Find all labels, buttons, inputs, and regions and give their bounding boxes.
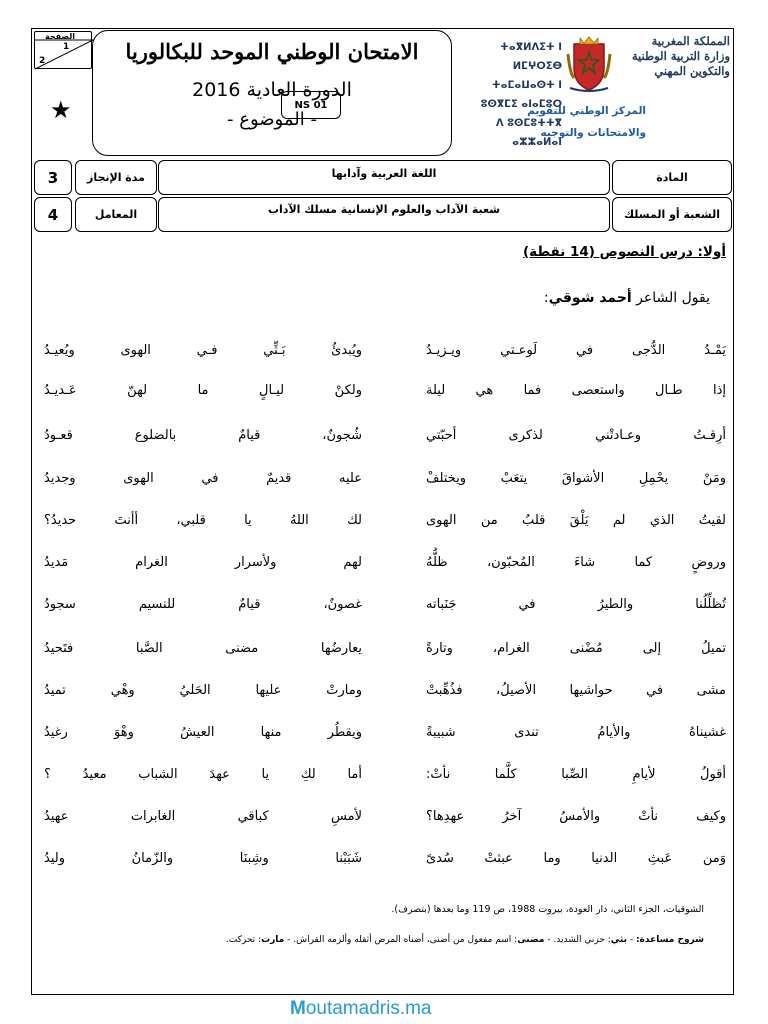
branch-label-cell: [612, 197, 732, 232]
verse-second-hemistich: أما لكِ يا عهدَ الشباب معيدُ ؟: [44, 767, 362, 782]
glossary-definition: تحركت.: [225, 935, 256, 945]
glossary-definition: اسم مفعول من أضنى، أضناه المرض أثقله وألزمه الفراش.: [293, 935, 512, 945]
verse-second-hemistich: لهم ولأسرار الغرام مَديدُ: [44, 555, 362, 570]
duration-label-cell: [75, 160, 157, 195]
verse-first-hemistich: وروضٍ كما شاءَ المُحبّون، ظلُّهُ: [426, 555, 726, 570]
verse-second-hemistich: ويُبدئُ بَـثِّي فـي الهوى ويُعيـدُ: [44, 343, 362, 358]
exam-code-badge: NS 01: [281, 91, 341, 119]
verse-first-hemistich: أرِقـتُ وعـادتْني لذكرى أحبّتي: [426, 428, 726, 443]
poem-intro: [544, 290, 710, 306]
verse-first-hemistich: وكيف نأتْ والأمسُ آخرُ عهدِها؟: [426, 809, 726, 824]
glossary: شروح مساعدة: - بثي: حزني الشديد. - مضنى: اسم مفعول من أضنى، أضناه المرض أثقله وألزمه الفراش. - مارت: تحركت.: [225, 935, 704, 945]
subject-label-cell: [612, 160, 732, 195]
verse-second-hemistich: ويقطُر منها العيشُ وهْوَ رغيدُ: [44, 725, 362, 740]
page-total: 2: [39, 56, 46, 66]
verse-second-hemistich: شَبَبْنا وشِبنَا والزّمانُ وليدُ: [44, 851, 362, 866]
glossary-term: مارت: [261, 935, 285, 945]
evaluation-center: [520, 100, 646, 144]
verse-second-hemistich: ولكنْ ليـالٍ ما لهنّ عَـديـدُ: [44, 383, 362, 398]
watermark-initial: M: [290, 998, 306, 1019]
branch-value-cell: [158, 197, 610, 232]
verse-first-hemistich: أقولُ لأيامِ الصِّبا كلَّما نأتْ:: [426, 767, 726, 782]
poet-name: أحمد شوقي: [548, 290, 632, 306]
kingdom-line: المملكة المغربية: [651, 34, 730, 48]
tifinagh-line: ⴷ ⵓⵙⵎⵓⵜⵜⴳ ⴰⵣⵣⴰⵍⴰⵏ: [495, 118, 562, 148]
verse-second-hemistich: عليه قديمٌ في الهوى وجديدُ: [44, 471, 362, 486]
verse-first-hemistich: وَمن عَبثِ الدنيا وما عبثتْ سُدىً: [426, 851, 726, 866]
subject-value: اللغة العربية وآدابها: [331, 167, 437, 180]
duration-label: مدة الإنجاز: [87, 171, 145, 184]
page-current: 1: [63, 42, 70, 52]
verse-first-hemistich: تميلُ إلى مُضْنى الغرام، وتارةً: [426, 641, 726, 656]
verse-first-hemistich: إذا طـال واستعصى فما هي ليلة: [426, 383, 726, 398]
verse-second-hemistich: لأمسِ كباقي الغابرات عهيدُ: [44, 809, 362, 824]
center-line: والامتحانات والتوجيه: [540, 127, 646, 139]
verse-second-hemistich: غصونٌ، قيامٌ للنسيم سجودُ: [44, 597, 362, 612]
tifinagh-line: ⵜⴰⴳⵍⴷⵉⵜ ⵏ ⵍⵎⵖⵔⵉⴱ: [500, 42, 562, 72]
verse-first-hemistich: غشيناهُ والأيامُ تندى شبيبةً: [426, 725, 726, 740]
verse-second-hemistich: شُجونٌ، قيامٌ بالضلوع قعـودُ: [44, 428, 362, 443]
coef-label: المعامل: [94, 208, 138, 221]
glossary-label: شروح مساعدة:: [635, 935, 704, 945]
site-watermark: [290, 998, 432, 1020]
verse-first-hemistich: تُظلِّلُنا والطيرُ في جَنَباته: [426, 597, 726, 612]
glossary-term: بثي: [610, 935, 627, 945]
verse-second-hemistich: ومارتْ عليها الحَليُ وهْي تميدُ: [44, 683, 362, 698]
ministry-header: [612, 34, 730, 79]
verse-first-hemistich: لقيتُ الذي لم يَلْقَ قلبٌ من الهوى: [426, 513, 726, 528]
verse-first-hemistich: مشى في حواشيها الأصيلُ، فذُهِّبتْ: [426, 683, 726, 698]
verse-first-hemistich: ومَنْ يحْمِلِ الأشواقَ يتعَبْ ويختلفْ: [426, 471, 726, 486]
page-number-box: [34, 31, 92, 69]
subject-label: المادة: [656, 171, 688, 184]
section-heading: أولا: درس النصوص (14 نقطة): [523, 244, 726, 260]
verse-second-hemistich: يعارضُها مضنى الصَّبا فتَحيدُ: [44, 641, 362, 656]
glossary-definition: حزني الشديد.: [553, 935, 605, 945]
verse-second-hemistich: لك اللهُ يا قلبي، أأنتَ حديدُ؟: [44, 513, 362, 528]
duration-value: 3: [47, 168, 59, 187]
exam-title: الامتحان الوطني الموحد للبكالوريا: [125, 39, 419, 64]
session-title: الدورة العادية 2016: [192, 79, 352, 101]
center-line: المركز الوطني للتقويم: [527, 105, 646, 117]
intro-prefix: يقول الشاعر: [631, 290, 710, 306]
subject-heading: - الموضوع -: [227, 109, 317, 130]
ministry-line: وزارة التربية الوطنية: [631, 49, 730, 63]
ministry-line: والتكوين المهني: [654, 64, 730, 78]
branch-value: شعبة الآداب والعلوم الإنسانية مسلك الآداب: [267, 203, 501, 216]
subject-value-cell: [158, 160, 610, 195]
poem-source: الشوقيات، الجزء الثاني، دار العودة، بيروت 1988، ص 119 وما بعدها (بتصرف).: [391, 904, 704, 915]
coef-value: 4: [47, 205, 59, 224]
title-box: [92, 30, 452, 156]
branch-label: الشعبة أو المسلك: [624, 208, 720, 221]
coef-label-cell: [75, 197, 157, 232]
watermark-rest: outamadris.ma: [305, 998, 432, 1019]
intro-suffix: :: [543, 290, 549, 306]
glossary-term: مضنى: [517, 935, 545, 945]
tifinagh-line: ⵜⴰⵎⴰⵡⴰⵙⵜ ⵏ ⵓⵙⴳⵎⵉ ⴰⵏⴰⵎⵓⵔ: [480, 80, 562, 110]
duration-value-cell: [34, 160, 72, 195]
coef-value-cell: [34, 197, 72, 232]
page-label: الصفحة: [45, 32, 76, 41]
coat-of-arms-icon: [566, 34, 612, 94]
star-icon: ★: [50, 96, 72, 124]
verse-first-hemistich: يَمْـدُ الدُّجى في لَوعـتي ويـزيـدُ: [426, 343, 726, 358]
